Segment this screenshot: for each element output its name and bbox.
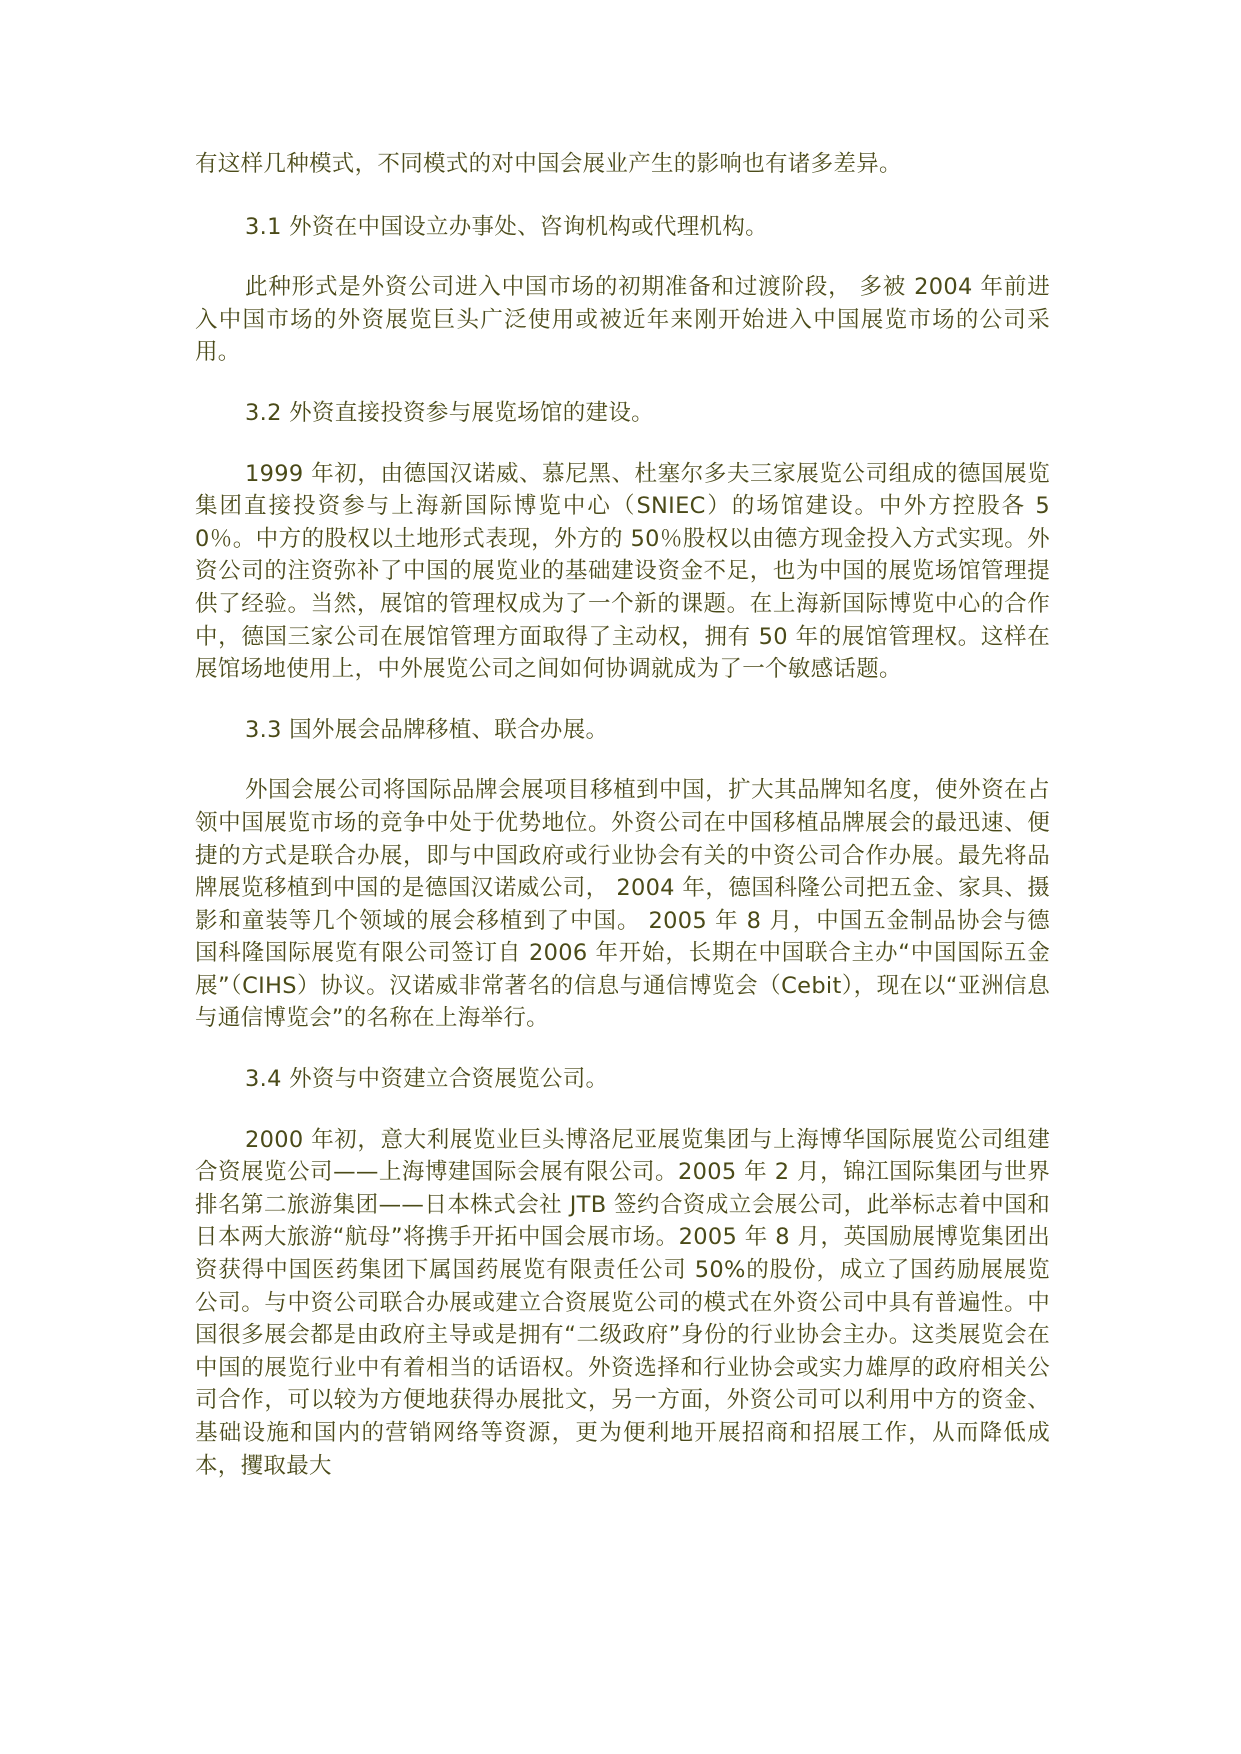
- section-heading-3-4: 3.4 外资与中资建立合资展览公司。: [245, 1066, 609, 1093]
- section-body-3-2: 1999 年初，由德国汉诺威、慕尼黑、杜塞尔多夫三家展览公司组成的德国展览集团直接投资参与上海新国际博览中心（SNIEC）的场馆建设。中外方控股各 50％。中方的股权以土地形式表现，外方的 50％股权以由德方现金投入方式实现。外资公司的注资弥补了中国的展览业的基础建设资金不足，也为中国的展览场馆管理提供了经验。当然，展馆的管理权成为了一个新的课题。在上海新国际博览中心的合作中，德国三家公司在展馆管理方面取得了主动权，拥有 50 年的展馆管理权。这样在展馆场地使用上，中外展览公司之间如何协调就成为了一个敏感话题。: [195, 460, 1050, 683]
- section-heading-3-2: 3.2 外资直接投资参与展览场馆的建设。: [245, 399, 654, 426]
- paragraph-continuation: 有这样几种模式，不同模式的对中国会展业产生的影响也有诸多差异。: [195, 151, 902, 177]
- document-body: [195, 148, 1050, 1510]
- section-body-3-1: 此种形式是外资公司进入中国市场的初期准备和过渡阶段， 多被 2004 年前进入中国市场的外资展览巨头广泛使用或被近年来刚开始进入中国展览市场的公司采用。: [195, 274, 1050, 366]
- section-body-3-3: 外国会展公司将国际品牌会展项目移植到中国，扩大其品牌知名度，使外资在占领中国展览市场的竞争中处于优势地位。外资公司在中国移植品牌展会的最迅速、便捷的方式是联合办展，即与中国政府或行业协会有关的中资公司合作办展。最先将品牌展览移植到中国的是德国汉诺威公司， 2004 年，德国科隆公司把五金、家具、摄影和童装等几个领域的展会移植到了中国。 2005 年 8 月，中国五金制品协会与德国科隆国际展览有限公司签订自 2006 年开始，长期在中国联合主办“中国国际五金展”（CIHS）协议。汉诺威非常著名的信息与通信博览会（Cebit），现在以“亚洲信息与通信博览会”的名称在上海举行。: [195, 777, 1050, 1032]
- section-body-3-4: 2000 年初，意大利展览业巨头博洛尼亚展览集团与上海博华国际展览公司组建合资展览公司——上海博建国际会展有限公司。2005 年 2 月，锦江国际集团与世界排名第二旅游集团——日本株式会社 JTB 签约合资成立会展公司，此举标志着中国和日本两大旅游“航母”将携手开拓中国会展市场。2005 年 8 月，英国励展博览集团出资获得中国医药集团下属国药展览有限责任公司 50%的股份，成立了国药励展展览公司。与中资公司联合办展或建立合资展览公司的模式在外资公司中具有普遍性。中国很多展会都是由政府主导或是拥有“二级政府”身份的行业协会主办。这类展览会在中国的展览行业中有着相当的话语权。外资选择和行业协会或实力雄厚的政府相关公司合作，可以较为方便地获得办展批文，另一方面，外资公司可以利用中方的资金、基础设施和国内的营销网络等资源，更为便利地开展招商和招展工作，从而降低成本，攫取最大: [195, 1126, 1050, 1479]
- section-heading-3-3: 3.3 国外展会品牌移植、联合办展。: [245, 716, 609, 743]
- section-heading-3-1: 3.1 外资在中国设立办事处、咨询机构或代理机构。: [245, 213, 768, 240]
